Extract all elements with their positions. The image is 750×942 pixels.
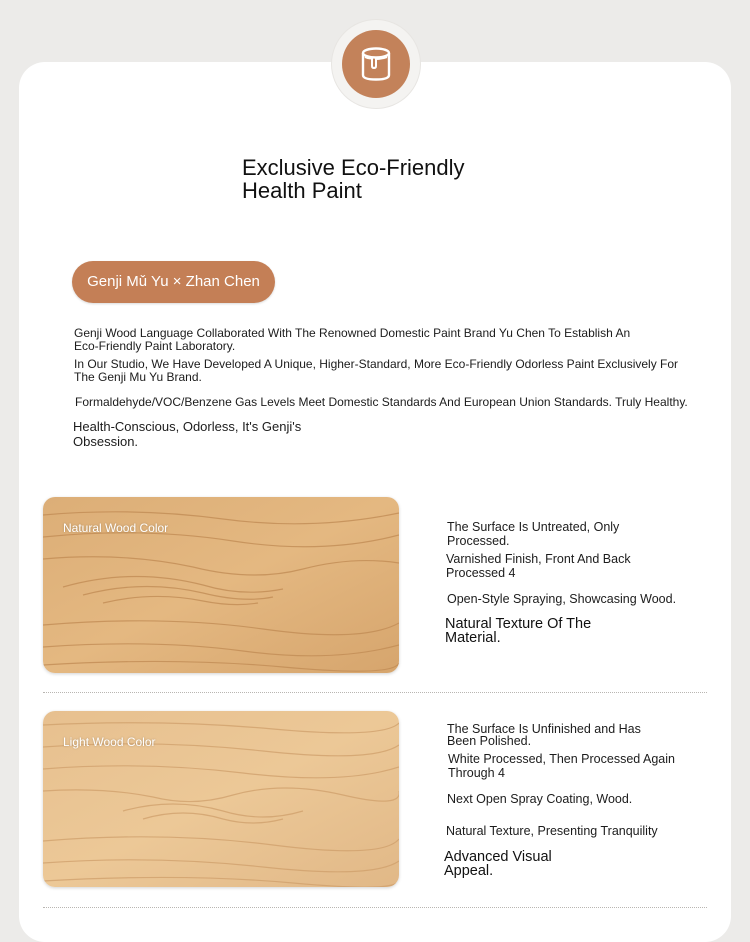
intro-paragraph: In Our Studio, We Have Developed A Unique, Higher-Standard, More Eco-Friendly Odorless Paint Exclusively For The Genji Mu Yu Brand. <box>74 357 679 384</box>
feature-text: Varnished Finish, Front And Back Processed 4 <box>446 552 631 580</box>
light-wood-sample-image <box>43 711 399 887</box>
feature-text: Advanced Visual Appeal. <box>444 849 552 879</box>
feature-text: Natural Texture, Presenting Tranquility <box>446 824 658 838</box>
page-title: Exclusive Eco-Friendly Health Paint <box>242 155 465 203</box>
feature-text: Next Open Spray Coating, Wood. <box>447 792 633 806</box>
header-badge <box>332 20 420 108</box>
natural-wood-sample-image <box>43 497 399 673</box>
intro-paragraph: Genji Wood Language Collaborated With The Renowned Domestic Paint Brand Yu Chen To Establish An Eco-Friendly Paint Laboratory. <box>74 326 631 353</box>
wood-color-label: Natural Wood Color <box>63 521 169 535</box>
wood-color-label: Light Wood Color <box>63 735 156 749</box>
feature-text: The Surface Is Untreated, Only Processed. <box>447 520 620 548</box>
feature-text: Natural Texture Of The Material. <box>445 616 592 646</box>
section-divider <box>43 692 707 693</box>
paint-can-icon <box>342 30 410 98</box>
feature-text: The Surface Is Unfinished and Has Been Polished. <box>447 722 641 748</box>
feature-text: White Processed, Then Processed Again Through 4 <box>448 752 675 780</box>
section-divider <box>43 907 707 908</box>
intro-paragraph: Health-Conscious, Odorless, It's Genji's Obsession. <box>73 419 302 449</box>
intro-paragraph: Formaldehyde/VOC/Benzene Gas Levels Meet Domestic Standards And European Union Standards. Truly Healthy. <box>75 395 688 409</box>
feature-text: Open-Style Spraying, Showcasing Wood. <box>447 592 677 606</box>
brand-collab-pill: Genji Mǔ Yu × Zhan Chen <box>72 261 275 303</box>
